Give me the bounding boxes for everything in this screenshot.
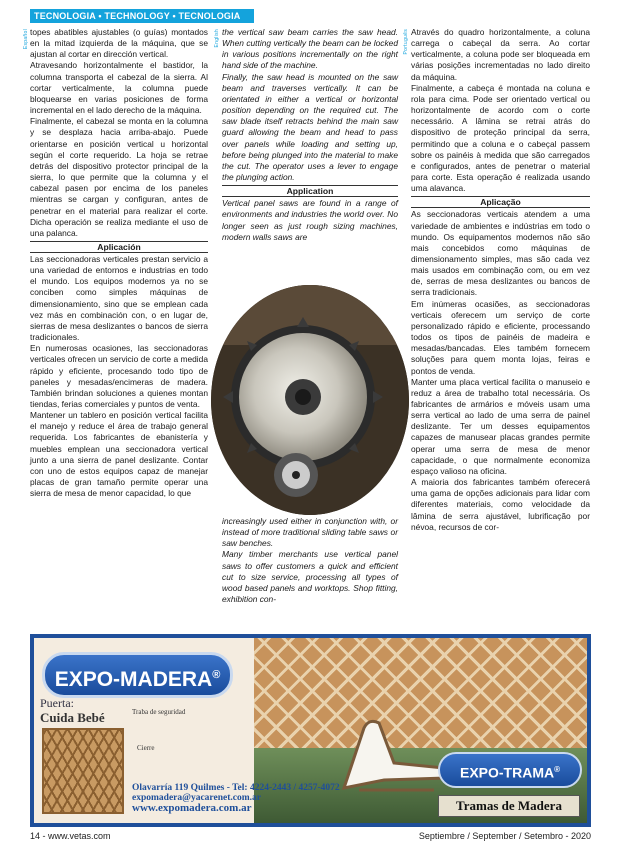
paragraph: Manter uma placa vertical facilita o manuseio e reduz a área de trabalho total necessária. Os fabricantes de armários e móveis usam uma serra vertical ao lado de uma serra de painel deslizante. Ter um desses equipamentos capazes de manusear placas grandes permite operar uma serra de mesa de menor capacidade, o que normalmente economiza espaço valioso na oficina. (411, 376, 590, 476)
section-header-bar: TECNOLOGIA • TECHNOLOGY • TECNOLOGIA (30, 9, 254, 23)
paragraph: Las seccionadoras verticales prestan servicio a una variedad de entornos e industrias en todo el mundo. Los equipos modernos ya no se conciben como simples máquinas de dimensionamiento, sino que se emplean cada vez más en combinación con, o en lugar de, sierras de mesa deslizantes o bancos de sierra tradicionales. (30, 253, 208, 343)
section-heading: Application (222, 185, 398, 197)
product-type-label: Puerta: (40, 696, 74, 710)
callout-label: Traba de seguridad (132, 708, 186, 716)
email-address: expomadera@yacarenet.com.ar (132, 793, 261, 803)
baby-gate-image (42, 728, 124, 814)
paragraph: Finalmente, a cabeça é montada na coluna e rola para cima. Pode ser orientado vertical ou horizontalmente de acordo com o corte necessário. A lâmina se retrai atrás do dispositivo de proteção principal da serra, permitindo que a coluna e o cabeçal passem sobre os painéis à medida que são carregados e configurados, antes de penetrar o material para corte. Esta operação é realizada usando uma alavanca. (411, 82, 590, 194)
language-tag-en: English (214, 29, 220, 48)
website-link[interactable]: www.expomadera.com.ar (132, 802, 252, 814)
paragraph: As seccionadoras verticais atendem a uma variedade de ambientes e indústrias em todo o mundo. Os equipamentos modernos não são mais concebidos como máquinas de dimensionamento simples, mas são cada vez mais usados em combinação com, ou em vez de, serras de mesa deslizantes ou bancos de serra tradicionais. (411, 209, 590, 298)
address-phone: Olavarría 119 Quilmes - Tel: 4224-2443 / 4257-4072 (132, 783, 340, 793)
column-portuguese (411, 27, 590, 533)
paragraph: Finalmente, el cabezal se monta en la columna y se desplaza hacia arriba-abajo. Puede orientarse en posición vertical u horizontal según el corte requerido. La hoja se retrae detrás del dispositivo protector principal de la sierra, lo que permite que la columna y el cabezal pasen por encima de los paneles mientras se cargan y configuran, antes de penetrar en el material para realizar el corte. Dicha operación se realiza mediante el uso de una palanca. (30, 116, 208, 238)
callout-label: Cierre (137, 744, 155, 752)
contact-block (132, 783, 340, 813)
language-tag-pt: Português (403, 29, 409, 55)
paragraph: En numerosas ocasiones, las seccionadoras verticales ofrecen un servicio de corte a medida rápido y eficiente, procesando todo tipo de paneles y mesadas/encimeras de madera. También brindan soluciones a quienes montan tiendas, ferias comerciales y puntos de venta. (30, 343, 208, 409)
paragraph: increasingly used either in conjunction with, or instead of more traditional sliding table saws or saw benches. (222, 516, 398, 549)
paragraph: Em inúmeras ocasiões, as seccionadoras verticais oferecem um serviço de corte personalizado rápido e eficiente, processando todos os tipos de painéis de madeira e mesadas/bancadas. Eles também fornecem soluções para quem monta lojas, feiras e pontos de venda. (411, 298, 590, 376)
expo-trama-logo: EXPO-TRAMA® (438, 752, 582, 788)
section-heading: Aplicação (411, 196, 590, 208)
column-spanish (30, 27, 208, 499)
paragraph: A maioria dos fabricantes também oferecerá uma gama de opções adicionais para lidar com diferentes materiais, como velocidade da lâmina de serra ajustável, lubrificação por névoa, recursos de cor- (411, 477, 590, 532)
section-heading: Aplicación (30, 241, 208, 253)
paragraph: Mantener un tablero en posición vertical facilita el manejo y reduce el área de trabajo general requerida. Los fabricantes de ebanistería y muebles emplean una seccionadora vertical junto a una sierra de panel deslizante. Contar con uno de estos equipos capaz de manejar placas de gran tamaño permite operar una sierra de mesa de menor capacidad, lo que (30, 410, 208, 499)
paragraph: the vertical saw beam carries the saw head. When cutting vertically the beam can be locked in various positions incrementally on the right hand side of the machine. (222, 27, 398, 71)
language-tag-es: Español (23, 29, 29, 50)
page-number-site: 14 - www.vetas.com (30, 831, 111, 841)
tramas-de-madera-caption: Tramas de Madera (438, 795, 580, 817)
paragraph: topes abatibles ajustables (o guías) montados en la mitad izquierda de la máquina, que se ajustan al cortar en dirección vertical. (30, 27, 208, 60)
issue-date: Septiembre / September / Setembro - 2020 (418, 831, 591, 841)
saw-blade-photo (211, 285, 409, 515)
paragraph: Atravesando horizontalmente el bastidor, la columna transporta el cabezal de la sierra. Al cortar verticalmente, la columna puede bloquearse en varias posiciones de forma incremental en el lado derecho de la máquina. (30, 60, 208, 116)
column-english (222, 27, 398, 243)
lounge-chair-image (334, 708, 454, 798)
product-name: Cuida Bebé (40, 710, 105, 725)
paragraph: Vertical panel saws are found in a range of environments and industries the world over. No longer seen as just rough sizing machines, modern walls saws are (222, 198, 398, 242)
saw-blade-illustration (211, 285, 409, 515)
column-english-continued (222, 516, 398, 605)
ad-inner-panel (34, 638, 587, 823)
expo-madera-advertisement (30, 634, 591, 827)
expo-madera-logo: EXPO-MADERA® (42, 652, 233, 698)
paragraph: Many timber merchants use vertical panel saws to offer customers a quick and efficient cut to size service, processing all types of wood based panels and worktops. Shop fitting, exhibition con- (222, 549, 398, 605)
paragraph: Através do quadro horizontalmente, a coluna carrega o cabeçal da serra. Ao cortar verticalmente, a coluna pode ser bloqueada em várias posições incrementadas no lado direito da máquina. (411, 27, 590, 82)
paragraph: Finally, the saw head is mounted on the saw beam and traverses vertically. It can be orientated in either a vertical or horizontal position depending on the required cut. The saw blade itself retracts behind the main saw guard allowing the beam and head to pass over panels while loading and setting up, before being plunged into the material to make the cut. The operator uses a lever to engage the plunging action. (222, 71, 398, 183)
